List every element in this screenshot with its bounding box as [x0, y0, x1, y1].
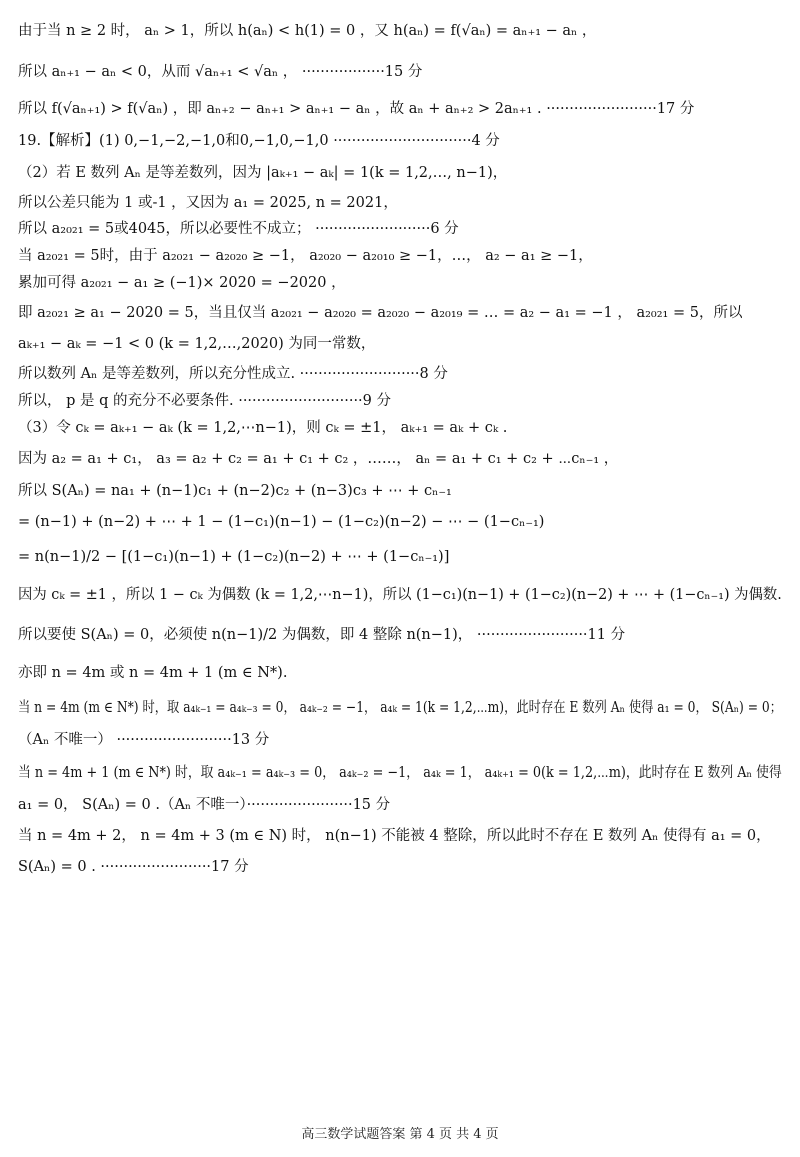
answer-line: 所以 aₙ₊₁ − aₙ < 0，从而 √aₙ₊₁ < √aₙ ， ··················15 分 [18, 64, 423, 80]
answer-line: 所以数列 Aₙ 是等差数列，所以充分性成立. ··························8 分 [18, 366, 448, 382]
answer-line: 所以， p 是 q 的充分不必要条件. ···························9 分 [18, 393, 391, 409]
answer-line: 累加可得 a₂₀₂₁ − a₁ ≥ (−1)× 2020 = −2020 ， [18, 275, 346, 291]
answer-line: 当 n = 4m + 2， n = 4m + 3 (m ∈ N) 时， n(n−1) 不能被 4 整除，所以此时不存在 E 数列 Aₙ 使得有 a₁ = 0， [18, 828, 771, 844]
answer-line: 当 n = 4m + 1 (m ∈ N*) 时，取 a₄ₖ₋₁ = a₄ₖ₋₃ = 0， a₄ₖ₋₂ = −1， a₄ₖ = 1， a₄ₖ₊₁ = 0(k = 1,2,⋯m)，此时存在 E 数列 Aₙ 使得 [18, 765, 782, 781]
answer-line: （3）令 cₖ = aₖ₊₁ − aₖ (k = 1,2,⋯n−1)，则 cₖ = ±1， aₖ₊₁ = aₖ + cₖ . [18, 420, 508, 436]
answer-line: （2）若 E 数列 Aₙ 是等差数列，因为 |aₖ₊₁ − aₖ| = 1(k = 1,2,…, n−1)， [18, 165, 508, 181]
answer-line: 当 a₂₀₂₁ = 5时，由于 a₂₀₂₁ − a₂₀₂₀ ≥ −1， a₂₀₂₀ − a₂₀₁₀ ≥ −1，…， a₂ − a₁ ≥ −1， [18, 248, 593, 264]
answer-line: 19.【解析】(1) 0,−1,−2,−1,0和0,−1,0,−1,0 ······························4 分 [18, 133, 500, 149]
answer-line: aₖ₊₁ − aₖ = −1 < 0 (k = 1,2,…,2020) 为同一常数， [18, 336, 376, 352]
answer-line: = n(n−1)/2 − [(1−c₁)(n−1) + (1−c₂)(n−2) + ⋯ + (1−cₙ₋₁)] [18, 549, 450, 565]
answer-line: 所以 S(Aₙ) = na₁ + (n−1)c₁ + (n−2)c₂ + (n−3)c₃ + ⋯ + cₙ₋₁ [18, 483, 452, 499]
answer-line: 所以要使 S(Aₙ) = 0，必须使 n(n−1)/2 为偶数，即 4 整除 n(n−1)， ························11 分 [18, 627, 626, 643]
answer-line: 当 n = 4m (m ∈ N*) 时，取 a₄ₖ₋₁ = a₄ₖ₋₃ = 0， a₄ₖ₋₂ = −1， a₄ₖ = 1(k = 1,2,⋯m)，此时存在 E 数列 Aₙ 使得 a₁ = 0， S(Aₙ) = 0； [18, 700, 783, 716]
answer-line: 因为 cₖ = ±1 ，所以 1 − cₖ 为偶数 (k = 1,2,⋯n−1)，所以 (1−c₁)(n−1) + (1−c₂)(n−2) + ⋯ + (1−cₙ₋₁) 为偶数. [18, 587, 782, 603]
answer-line: 由于当 n ≥ 2 时， aₙ > 1，所以 h(aₙ) < h(1) = 0 ，又 h(aₙ) = f(√aₙ) = aₙ₊₁ − aₙ ， [18, 23, 597, 39]
answer-line: 即 a₂₀₂₁ ≥ a₁ − 2020 = 5，当且仅当 a₂₀₂₁ − a₂₀₂₀ = a₂₀₂₀ − a₂₀₁₉ = … = a₂ − a₁ = −1 ， a₂₀₂₁ = 5，所以 [18, 305, 743, 321]
answer-line: 亦即 n = 4m 或 n = 4m + 1 (m ∈ N*). [18, 665, 288, 681]
answer-line: 所以 f(√aₙ₊₁) > f(√aₙ) ，即 aₙ₊₂ − aₙ₊₁ > aₙ₊₁ − aₙ ，故 aₙ + aₙ₊₂ > 2aₙ₊₁ . ························17 分 [18, 101, 695, 117]
answer-line: a₁ = 0， S(Aₙ) = 0 .（Aₙ 不唯一）·······················15 分 [18, 797, 391, 813]
answer-line: 所以 a₂₀₂₁ = 5或4045，所以必要性不成立； ·························6 分 [18, 221, 459, 237]
answer-line: = (n−1) + (n−2) + ⋯ + 1 − (1−c₁)(n−1) − (1−c₂)(n−2) − ⋯ − (1−cₙ₋₁) [18, 514, 545, 530]
answer-line: 所以公差只能为 1 或-1 ，又因为 a₁ = 2025, n = 2021， [18, 195, 398, 211]
answer-line: 因为 a₂ = a₁ + c₁， a₃ = a₂ + c₂ = a₁ + c₁ + c₂ ，……， aₙ = a₁ + c₁ + c₂ + ⋯cₙ₋₁ ， [18, 451, 619, 467]
answer-line: S(Aₙ) = 0 . ························17 分 [18, 859, 249, 875]
answer-line: （Aₙ 不唯一） ·························13 分 [18, 732, 270, 748]
page-footer: 高三数学试题答案 第 4 页 共 4 页 [301, 1127, 499, 1142]
